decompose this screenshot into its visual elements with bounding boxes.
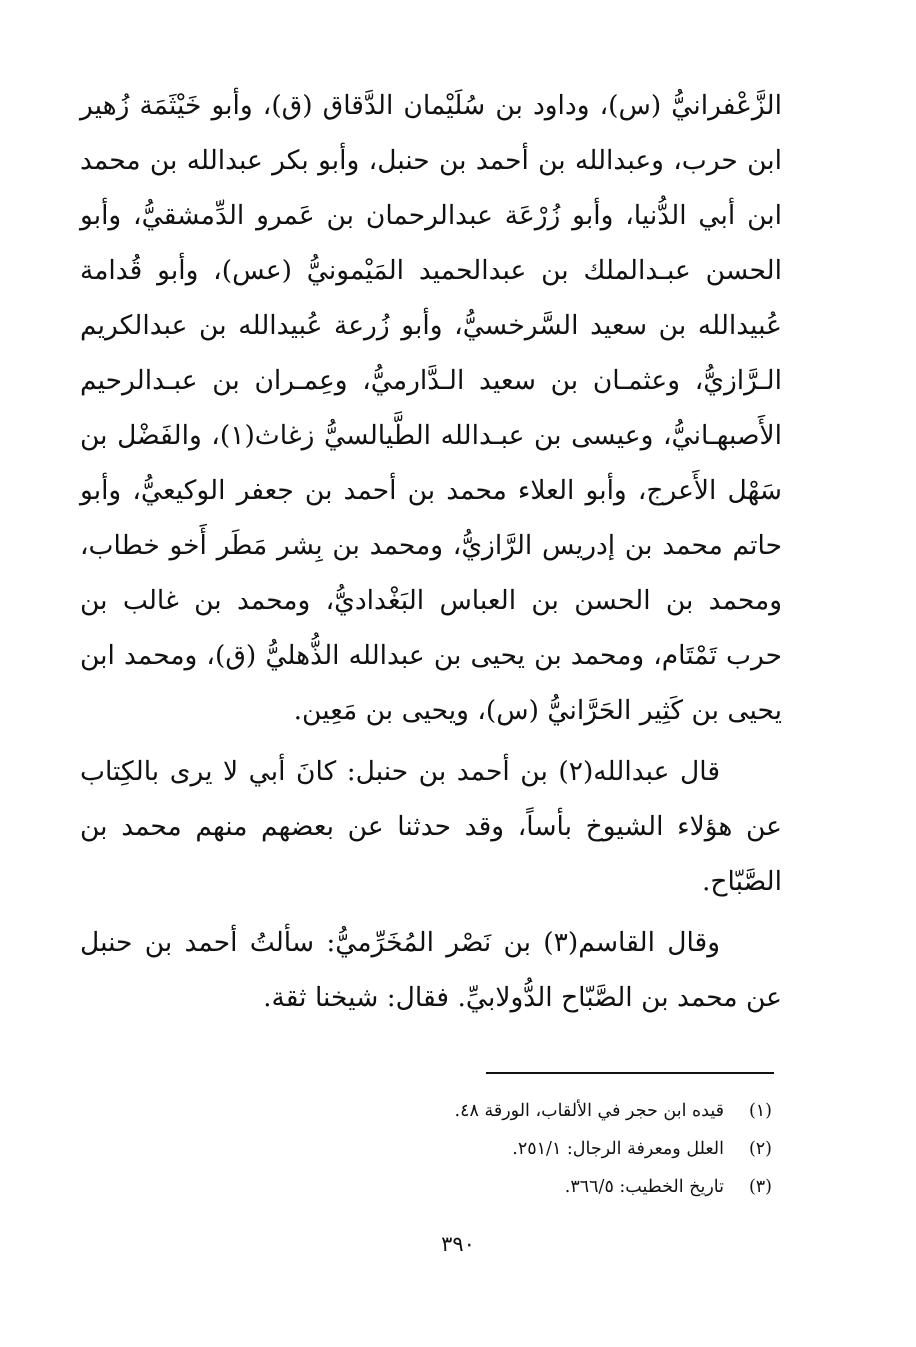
page-number: ٣٩٠: [441, 1232, 475, 1256]
main-text: [80, 78, 782, 1025]
footnote-2: [455, 1130, 772, 1168]
paragraph-qasim-quote: وقال القاسم(٣) بن نَصْر المُخَرِّميُّ: سألتُ أحمد بن حنبل عن محمد بن الصَّبّاح الدُّولابيِّ. فقال: شيخنا ثقة.: [80, 927, 782, 1013]
footnote-number: (١): [748, 1101, 772, 1121]
footnote-divider: [486, 1072, 774, 1074]
footnote-3: [455, 1168, 772, 1206]
footnote-text: قيده ابن حجر في الألقاب، الورقة ٤٨.: [454, 1101, 724, 1121]
paragraph-abdullah-quote: قال عبدالله(٢) بن أحمد بن حنبل: كانَ أبي لا يرى بالكِتاب عن هؤلاء الشيوخ بأساً، وقد حدثنا عن بعضهم منهم محمد بن الصَّبّاح.: [80, 756, 782, 897]
footnote-text: تاريخ الخطيب: ٣٦٦/٥.: [564, 1177, 724, 1197]
footnote-number: (٢): [748, 1139, 772, 1159]
footnote-text: العلل ومعرفة الرجال: ٢٥١/١.: [512, 1139, 724, 1159]
footnote-number: (٣): [748, 1177, 772, 1197]
footnote-1: [455, 1092, 772, 1130]
paragraph-narrator-list: الزَّعْفرانيُّ (س)، وداود بن سُلَيْمان الدَّقاق (ق)، وأبو خَيْثَمَة زُهير ابن حرب، وعبدالله بن أحمد بن حنبل، وأبو بكر عبدالله بن محمد ابن أبي الدُّنيا، وأبو زُرْعَة عبدالرحمان بن عَمرو الدِّمشقيُّ، وأبو الحسن عبـدالملك بن عبدالحميد المَيْمونيُّ (عس)، وأبو قُدامة عُبيدالله بن سعيد السَّرخسيُّ، وأبو زُرعة عُبيدالله بن عبدالكريم الـرَّازيُّ، وعثمـان بن سعيد الـدَّارميُّ، وعِمـران بن عبـدالرحيم الأَصبهـانيُّ، وعيسى بن عبـدالله الطَّيالسيُّ زغاث(١)، والفَضْل بن سَهْل الأَعرج، وأبو العلاء محمد بن أحمد بن جعفر الوكيعيُّ، وأبو حاتم محمد بن إدريس الرَّازيُّ، ومحمد بن بِشر مَطَر أَخو خطاب، ومحمد بن الحسن بن العباس البَغْداديُّ، ومحمد بن غالب بن حرب تَمْتَام، ومحمد بن يحيى بن عبدالله الذُّهليُّ (ق)، ومحمد ابن يحيى بن كَثِير الحَرَّانيُّ (س)، ويحيى بن مَعِين.: [80, 90, 782, 726]
footnotes: [455, 1092, 772, 1206]
